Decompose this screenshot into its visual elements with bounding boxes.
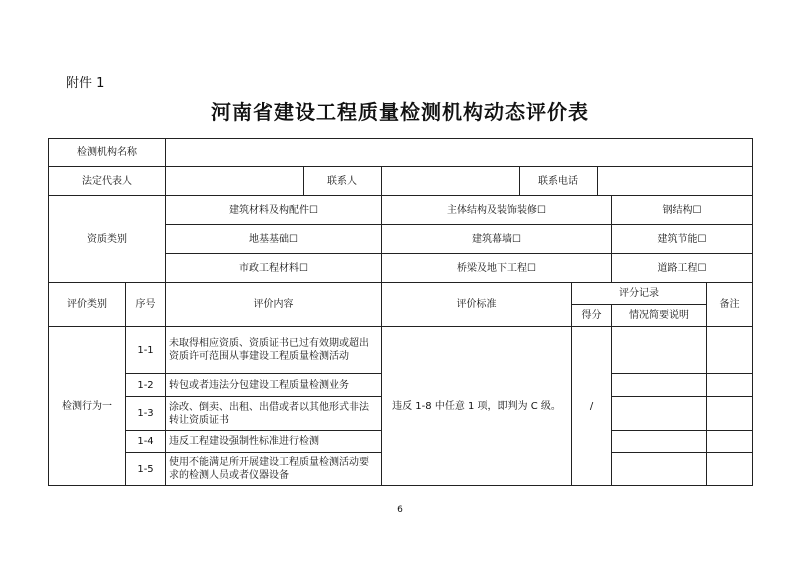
qualification-checkbox[interactable]: 建筑材料及构配件☐ [166, 196, 382, 225]
row-seq: 1-5 [126, 453, 166, 486]
header-record: 评分记录 [572, 283, 707, 305]
remark-cell[interactable] [707, 397, 753, 431]
remark-cell[interactable] [707, 431, 753, 453]
brief-cell[interactable] [612, 453, 707, 486]
qualification-checkbox[interactable]: 主体结构及装饰装修☐ [382, 196, 612, 225]
org-name-field[interactable] [166, 139, 753, 167]
header-remark: 备注 [707, 283, 753, 327]
attachment-label: 附件 1 [66, 76, 105, 91]
qualification-checkbox[interactable]: 建筑幕墙☐ [382, 225, 612, 254]
row-content: 转包或者违法分包建设工程质量检测业务 [166, 374, 382, 397]
remark-cell[interactable] [707, 374, 753, 397]
header-seq: 序号 [126, 283, 166, 327]
legal-rep-field[interactable] [166, 167, 303, 195]
page-title: 河南省建设工程质量检测机构动态评价表 [211, 100, 589, 124]
header-brief: 情况简要说明 [612, 305, 707, 327]
remark-cell[interactable] [707, 453, 753, 486]
brief-cell[interactable] [612, 431, 707, 453]
row-seq: 1-3 [126, 397, 166, 431]
evaluation-form-table [48, 138, 753, 486]
row-seq: 1-1 [126, 327, 166, 374]
page-number: 6 [397, 505, 403, 515]
qualification-checkbox[interactable]: 钢结构☐ [612, 196, 753, 225]
header-content: 评价内容 [166, 283, 382, 327]
row-content: 违反工程建设强制性标准进行检测 [166, 431, 382, 453]
brief-cell[interactable] [612, 327, 707, 374]
qualification-checkbox[interactable]: 地基基础☐ [166, 225, 382, 254]
row-seq: 1-2 [126, 374, 166, 397]
phone-label: 联系电话 [519, 167, 597, 195]
header-standard: 评价标准 [382, 283, 572, 327]
contact-field[interactable] [381, 167, 519, 195]
legal-rep-label: 法定代表人 [49, 167, 166, 196]
row-seq: 1-4 [126, 431, 166, 453]
remark-cell[interactable] [707, 327, 753, 374]
qualification-checkbox[interactable]: 建筑节能☐ [612, 225, 753, 254]
brief-cell[interactable] [612, 397, 707, 431]
section-category: 检测行为一 [49, 327, 126, 486]
header-score: 得分 [572, 305, 612, 327]
section-standard: 违反 1-8 中任意 1 项，即判为 C 级。 [382, 327, 572, 486]
qualification-checkbox[interactable]: 市政工程材料☐ [166, 254, 382, 283]
contact-label: 联系人 [303, 167, 381, 195]
qualification-label: 资质类别 [49, 196, 166, 283]
org-name-label: 检测机构名称 [49, 139, 166, 167]
section-score: / [572, 327, 612, 486]
header-category: 评价类别 [49, 283, 126, 327]
qualification-checkbox[interactable]: 道路工程☐ [612, 254, 753, 283]
row-content: 使用不能满足所开展建设工程质量检测活动要求的检测人员或者仪器设备 [166, 453, 382, 486]
brief-cell[interactable] [612, 374, 707, 397]
row-content: 未取得相应资质、资质证书已过有效期或超出资质许可范围从事建设工程质量检测活动 [166, 327, 382, 374]
row-content: 涂改、倒卖、出租、出借或者以其他形式非法转让资质证书 [166, 397, 382, 431]
phone-field[interactable] [597, 167, 752, 195]
qualification-checkbox[interactable]: 桥梁及地下工程☐ [382, 254, 612, 283]
